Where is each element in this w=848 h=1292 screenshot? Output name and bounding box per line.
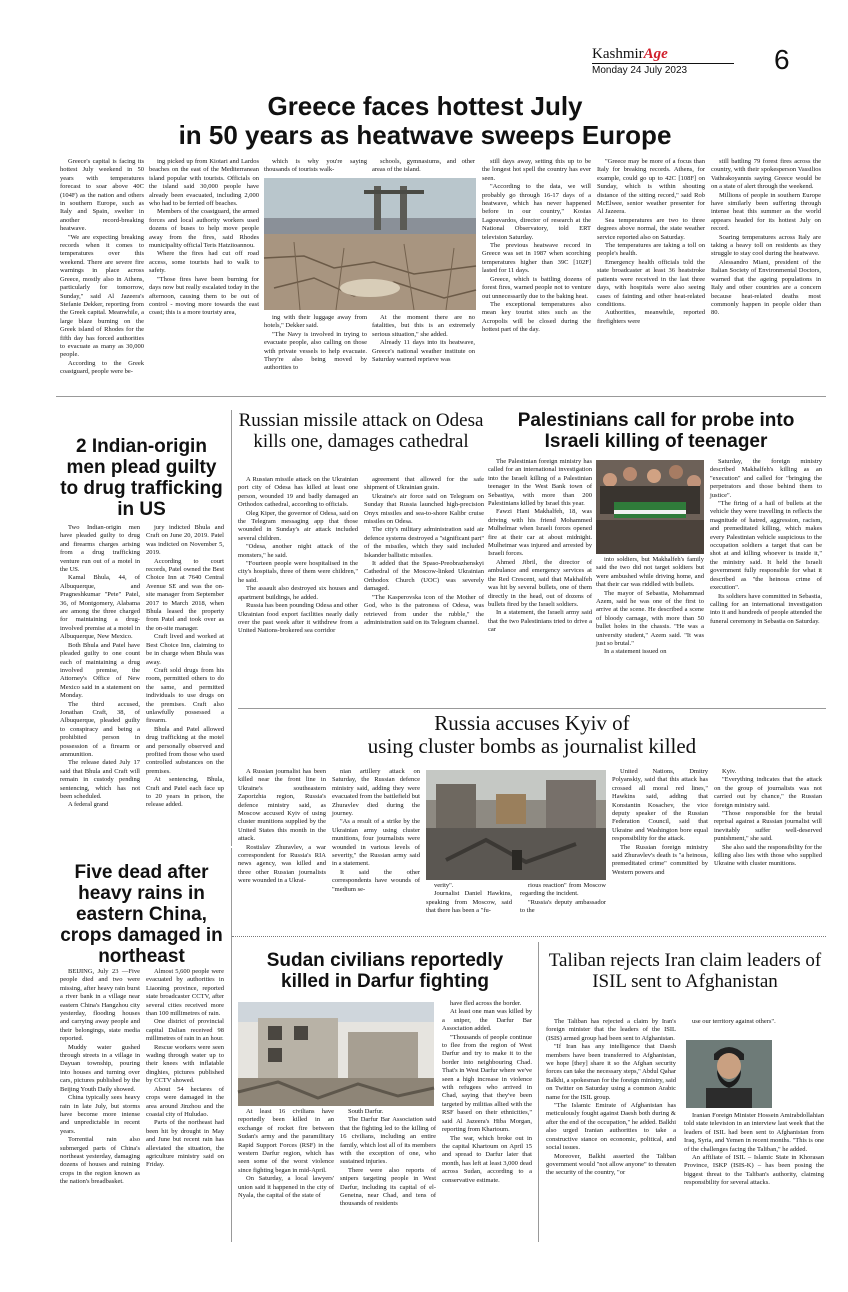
cluster-headline-line2: using cluster bombs as journalist killed — [367, 734, 697, 758]
greece-section-divider — [56, 396, 826, 397]
sudan-headline — [238, 950, 532, 992]
paragraph: "If Iran has any intelligence that Daesh members have been transferred to Afghanistan, we hope [they] share it so the Afghan security forces can take the necessary steps," Abdul Qahar Balkhi, a spokesman for the foreign ministry, said on Twitter on Saturday using a common Arabic name for the ISIL group. — [546, 1043, 676, 1101]
sudan-taliban-divider — [538, 942, 539, 1242]
greece-col-4-top — [372, 158, 475, 176]
paragraph: China typically sees heavy rain in late July, but storms have become more intense and unpredictable in recent years. — [60, 1094, 140, 1135]
paragraph: It added that the Spaso-Preobrazhenskyi Cathedral of the Moscow-linked Ukrainian Orthodox Church (UOC) was severely damaged. — [364, 560, 484, 593]
brand-age: Age — [643, 46, 668, 62]
page-number: 6 — [774, 44, 790, 75]
paragraph: "Thousands of people continue to flee from the region of West Darfur and try to make it to the border into neighbouring Chad. That's in West Darfur where we've seen a high increase in violence with refugees who arrived in Chad, saying that they've been targeted by militias allied with the RSF based on their ethnicities," said Al Jazeera's Hiba Morgan, reporting from Khartoum. — [442, 1033, 532, 1134]
paragraph: "We are expecting breaking records when it comes to temperatures over this weekend. There are severe fire warnings in place across Greece, mostly also in Athens, particularly for tomorrow, Sunday," said Al Jazeera's Stefanie Dekker, reporting from the Greek capital. Meanwhile, a large blaze burning on the Greek island of Rhodes for the fifth day has forced authorities to evacuate as many as 30,000 people. — [60, 233, 144, 359]
paragraph: At least 16 civilians have reportedly been killed in an exchange of rocket fire between Sudan's army and the paramilitary Rapid Support Forces (RSF) in the western Darfur region, which has seen some of the worst violence since fighting began in mid-April. — [238, 1108, 334, 1174]
paragraph: The Russian foreign ministry said Zhuravlev's death is "a heinous, premeditated crime" committed by Western powers and — [612, 843, 708, 876]
taliban-headline: Taliban rejects Iran claim leaders of ISIL sent to Afghanistan — [548, 950, 822, 992]
paragraph: Two Indian-origin men have pleaded guilty to drug and firearms charges arising from a drug trafficking venture run out of a motel in the US. — [60, 524, 140, 574]
sudan-headline-line1: Sudan civilians reportedly — [266, 950, 504, 971]
paragraph: Ahmed Jibril, the director of ambulance and emergency services at the Red Crescent, said that Makhalfeh was hit by several bullets, one of them directly in the head, out of dozens of bullets fired by the Israeli soldiers. — [488, 558, 592, 608]
paragraph: Iranian Foreign Minister Hossein Amirabdollahian told state television in an interview last week that the leaders of ISIL had been sent to Afghanistan from Iraq, Syria, and Yemen in recent months. "This is one of the challenges facing the Taliban," he added. — [684, 1112, 824, 1153]
paragraph: Members of the coastguard, the armed forces and local authority workers used dozens of buses to help move people away from the fires, said Rhodes municipality official Teris Hatziioannou. — [149, 208, 259, 250]
paragraph: Rescue workers were seen wading through water up to their knees with inflatable dinghies, pictures published by CCTV showed. — [146, 1043, 224, 1085]
paragraph: The third accused, Jonathan Craft, 38, of Albuquerque, pleaded guilty to conspiracy and being a prohibited person in possession of a firearm or ammunition. — [60, 700, 140, 758]
paragraph: "As a result of a strike by the Ukrainian army using cluster munitions, four journalists were wounded in various levels of severity," the Russian army said in a statement. — [332, 818, 420, 868]
cluster-col-1 — [238, 768, 326, 930]
paragraph: In a statement, the Israeli army said that the two Palestinians tried to drive a car — [488, 609, 592, 634]
palestine-col-1 — [488, 458, 592, 702]
paragraph: Authorities, meanwhile, reported firefighters were — [597, 309, 705, 325]
odesa-col-2 — [364, 476, 484, 702]
paragraph: The Palestinian foreign ministry has called for an international investigation into the Israeli killing of a Palestinian teenager in the West Bank town of Sebastiya, with more than 200 Palestinians killed by Israel this year. — [488, 458, 592, 508]
paragraph: According to the Greek coastguard, people were be- — [60, 359, 144, 376]
paragraph: Journalist Daniel Hawkins, speaking from Moscow, said that there has been a "fu- — [426, 890, 512, 915]
sudan-col-1 — [238, 1108, 334, 1242]
paragraph: Already 11 days into its heatwave, Greece's national weather institute on Saturday warned reprieve was — [372, 339, 475, 364]
greece-col-5 — [482, 158, 591, 390]
paragraph: BEIJING, July 23 —Five people died and two were missing, after heavy rain burst a river bank in a village near eastern China's Hangzhou city yesterday, flooding houses and carrying away people and their belongings, state media reported. — [60, 968, 140, 1043]
cluster-col-2-top — [332, 768, 420, 893]
paragraph: Parts of the northeast had been hit by drought in May and June but recent rain has alleviated the situation, the agriculture ministry said on Friday. — [146, 1119, 224, 1169]
paragraph: "Those responsible for the brutal reprisal against a Russian journalist will inevitably suffer well-deserved punishment," she said. — [714, 810, 822, 843]
china-col-2 — [146, 968, 224, 1238]
palestine-col-3 — [710, 458, 822, 702]
greece-drought-photo — [264, 178, 476, 310]
paragraph: Muddy water gushed through streets in a village in Dayuan township, pouring into houses and turning over cars, pictures published by the Beijing Youth Daily showed. — [60, 1043, 140, 1093]
palestine-headline: Palestinians call for probe into Israeli killing of teenager — [517, 410, 795, 452]
masthead-rule — [592, 63, 734, 64]
cluster-headline-line1: Russia accuses Kyiv of — [434, 711, 630, 735]
paragraph: agreement that allowed for the safe shipment of Ukrainian grain. — [364, 476, 484, 492]
paragraph: Torrential rain also submerged parts of China's northeast yesterday, damaging dozens of houses and ruining crops in the region known as the nation's breadbasket. — [60, 1136, 140, 1186]
palestine-funeral-photo — [596, 460, 704, 554]
indian-headline: 2 Indian-origin men plead guilty to drug trafficking in US — [60, 436, 223, 520]
paragraph: A Russian missile attack on the Ukrainian port city of Odesa has killed at least one person, wounded 19 and badly damaged an Orthodox cathedral, according to officials. — [238, 476, 358, 509]
odesa-headline: Russian missile attack on Odesa kills one, damages cathedral — [238, 410, 484, 452]
cluster-headline — [238, 712, 826, 758]
brand-logo — [592, 46, 668, 62]
paragraph: United Nations, Dmitry Polyanskiy, said that this attack has crossed all moral red lines," Hawkins said, adding that Konstantin Kosachev, the vice deputy speaker of the Russian Federation Council, said that Ukraine and Washington bore equal responsibility for the attack. — [612, 768, 708, 843]
paragraph: The war, which broke out in the capital Khartoum on April 15 and spread to Darfur later that month, has left at least 3,000 dead across Sudan, according to a conservative estimate. — [442, 1134, 532, 1184]
paragraph: Kyiv. — [722, 768, 737, 775]
paragraph: The previous heatwave record in Greece was set in 1987 when scorching temperatures higher than 39C [102F] lasted for 11 days. — [482, 242, 591, 275]
cluster-sudan-divider — [232, 936, 826, 937]
greece-col-1 — [60, 158, 144, 390]
paragraph: Where the fires had cut off road access, some tourists had to walk to safety. — [149, 250, 259, 275]
paragraph: Oleg Kiper, the governor of Odesa, said on the Telegram messaging app that those wounded in Sunday's air attack included several children. — [238, 509, 358, 542]
taliban-spokesman-photo — [686, 1040, 772, 1108]
paragraph: Soaring temperatures across Italy are taking a heavy toll on residents as they struggle to stay cool during the heatwave. — [711, 233, 821, 258]
sudan-col-3 — [442, 1000, 532, 1242]
greece-col-4-bottom — [372, 314, 475, 390]
paragraph: Almost 5,600 people were evacuated by authorities in Liaoning province, reported state broadcaster CCTV, after several cities received more than 100 millimetres of rain. — [146, 968, 224, 1018]
paragraph: The mayor of Sebastia, Mohammad Azem, said he was one of the first to arrive at the scene. He described a scene of bloody carnage, with more than 50 bullet holes in the chassis. "He was a university student," Azem said. "It was just so brutal." — [596, 589, 704, 648]
funeral-crowd-image — [596, 460, 704, 554]
paragraph: South Darfur. — [348, 1108, 384, 1115]
paragraph: She also said the responsibility for the killing also lies with those who supplied Ukraine with cluster munitions. — [714, 843, 822, 868]
paragraph: Greece's capital is facing its hottest July weekend in 50 years with temperatures forecast to soar above 40C (104F) as the nation and others in southern Europe, such as Italy and Spain, swelter in another record-breaking heatwave. — [60, 158, 144, 233]
paragraph: nian artillery attack on Saturday, the Russian defence ministry said, adding they were evacuated from the battlefield but Zhuravlev died during the journey. — [332, 768, 420, 818]
greece-col-7 — [711, 158, 821, 390]
paragraph: Sea temperatures are two to three degrees above normal, the state weather service reported also on Saturday. — [597, 216, 705, 241]
china-sudan-divider — [231, 848, 232, 1242]
paragraph: "Those fires have been burning for days now but really escalated today in the afternoon, causing them to be out of control - moving more towards the east coast; this is a more touristy area, — [149, 275, 259, 317]
paragraph: ing with their luggage away from hotels," Dekker said. — [264, 314, 367, 330]
paragraph: It said the other correspondents have wounds of "medium se- — [332, 868, 420, 893]
cluster-under-photo-a — [426, 882, 512, 930]
paragraph: The Darfur Bar Association said that the fighting led to the killing of 16 civilians, including an entire family, which lost all of its members with the exception of one, who sustained injuries. — [340, 1116, 436, 1166]
paragraph: Craft lived and worked at Best Choice Inn, claiming to be in charge when Bhula was away. — [146, 633, 224, 666]
paragraph: "Fourteen people were hospitalised in the city's hospitals, three of them were children," he said. — [238, 560, 358, 584]
paragraph: Emergency health officials told the state broadcaster at least 36 heatstroke patients were received in the last three days, with hospitals were also seeing cases of fainting and other heat-related conditions. — [597, 258, 705, 308]
spokesman-portrait-image — [686, 1040, 772, 1108]
cluster-damage-photo — [426, 770, 606, 880]
paragraph: "Odesa, another night attack of the monsters," he said. — [238, 543, 358, 559]
indian-col-1 — [60, 524, 140, 842]
paragraph: "Russia's deputy ambassador to the — [520, 898, 606, 915]
cluster-col-4 — [612, 768, 708, 930]
china-col-1 — [60, 968, 140, 1238]
odesa-col-1 — [238, 476, 358, 702]
paragraph: A federal grand — [68, 801, 109, 809]
paragraph: which is why you're saying thousands of tourists walk- — [264, 158, 367, 174]
paragraph: Millions of people in southern Europe have similarly been suffering through intense heat this summer as the world appears headed for its hottest July on record. — [711, 191, 821, 233]
paragraph: use our territory against others". — [692, 1018, 776, 1025]
paragraph: jury indicted Bhula and Craft on June 20, 2019. Patel was indicted on November 5, 2019. — [146, 524, 224, 557]
greece-col-3-bottom — [264, 314, 367, 390]
paragraph: At the moment there are no fatalities, but this is an extremely serious situation," she added. — [372, 314, 475, 338]
paragraph: One district of provincial capital Dalian received 98 millimetres of rain in an hour. — [146, 1018, 224, 1043]
paragraph: have fled across the border. — [450, 1000, 522, 1007]
paragraph: Moreover, Balkhi asserted the Taliban government would "not allow anyone" to threaten the security of the country, "or — [546, 1152, 676, 1177]
paragraph: "The Kasperovska icon of the Mother of God, who is the patroness of Odesa, was retrieved from under the rubble," the administration said on its Telegram channel. — [364, 593, 484, 626]
greece-col-3-top — [264, 158, 367, 176]
paragraph: schools, gymnasiums, and other areas of the island. — [372, 158, 475, 174]
paragraph: The city's military administration said air defence systems destroyed a "significant part" of the missiles, which they said included Iskander ballistic missiles. — [364, 526, 484, 559]
greece-col-2 — [149, 158, 259, 390]
paragraph: Russia has been pounding Odesa and other Ukrainian food export facilities nearly daily over the past week after it withdrew from a United Nations-brokered sea corridor — [238, 602, 358, 635]
greece-headline-line2: in 50 years as heatwave sweeps Europe — [178, 120, 672, 150]
paragraph: Saturday, the foreign ministry described Makhalfeh's killing as an "execution" and called for "bringing the perpetrators and those behind them to justice". — [710, 458, 822, 499]
paragraph: "The firing of a hail of bullets at the vehicle they were travelling in reflects the magnitude of hatred, aggression, racism, and premeditated killing, which makes every Palestinian vehicle suspicious to the occupation soldiers a target that can be shot at and killing whoever is inside it," the ministry said. It held the Israeli government fully responsible for what it described as "the heinous crime of execution". — [710, 500, 822, 592]
sudan-ruins-photo — [238, 1002, 434, 1106]
paragraph: Rostislav Zhuravlev, a war correspondent for Russia's RIA news agency, was killed and three other Russian journalists were wounded in a Ukrai- — [238, 843, 326, 885]
paragraph: The assault also destroyed six houses and apartment buildings, he added. — [238, 585, 358, 601]
paragraph: Alessandro Miani, president of the Italian Society of Environmental Doctors, warned that the ageing populations in Italy and other countries are a concern because heat-related deaths most commonly happen in people older than 80. — [711, 258, 821, 317]
paragraph: into soldiers, but Makhalfeh's family said the two did not target soldiers but were ambushed while driving home, and that their car was riddled with bullets. — [596, 556, 704, 589]
paragraph: "The Navy is involved in trying to evacuate people, also calling on those with private vessels to help evacuate. They're also being moved by authorities to — [264, 330, 367, 372]
taliban-col-2-bottom — [684, 1112, 824, 1242]
paragraph: ing picked up from Kiotari and Lardos beaches on the east of the Mediterranean island popular with tourists. Officials on the island said 30,000 people have already been evacuated, including 2,000 who had to be ferried off beaches. — [149, 158, 259, 208]
greece-col-6 — [597, 158, 705, 390]
paragraph: Greece, which is battling dozens of forest fires, warned people not to venture out unnecessarily due to the baking heat. — [482, 275, 591, 300]
paragraph: Craft sold drugs from his room, permitted others to do the same, and permitted individuals to use drugs on the premises. Craft also unlawfully possessed a firearm. — [146, 666, 224, 725]
paragraph: An affiliate of ISIL – Islamic State in Khorasan Province, ISKP (ISIS-K) – has been posing the biggest threat to the Taliban's authority, claiming responsibility for several attacks. — [684, 1154, 824, 1187]
paragraph: The exceptional temperatures also mean key tourist sites such as the Acropolis will be closed during the hottest part of the day. — [482, 300, 591, 334]
paragraph: On Saturday, a local lawyers' union said it happened in the city of Nyala, the capital of the state of — [238, 1175, 334, 1200]
china-headline: Five dead after heavy rains in eastern China, crops damaged in northeast — [60, 862, 223, 967]
paragraph: The temperatures are taking a toll on people's health. — [597, 242, 705, 258]
paragraph: "Greece may be more of a focus than Italy for breaking records. Athens, for example, could go up to 42C [108F] on Sunday, which is within shouting distance of the sitting record," said Rob McElwee, senior weather presenter for Al Jazeera. — [597, 158, 705, 216]
sudan-headline-line2: killed in Darfur fighting — [281, 971, 489, 992]
destroyed-street-image — [426, 770, 606, 880]
paragraph: According to court records, Patel owned the Best Choice Inn at 7640 Central Avenue SE and was the on-site manager from September 2017 to March 2018, when Bhula leased the property from Patel and took over as the on-site manager. — [146, 557, 224, 632]
paragraph: "Everything indicates that the attack on the group of journalists was not carried out by chance," the Russian foreign ministry said. — [714, 776, 822, 809]
paragraph: rious reaction" from Moscow regarding the incident. — [520, 882, 606, 898]
paragraph: still days away, setting this up to be the longest hot spell the country has ever seen. — [482, 158, 591, 182]
paragraph: There were also reports of snipers targeting people in West Darfur, including its capital of el-Geneina, near Chad, and tens of thousands of residents — [340, 1166, 436, 1208]
paragraph: Ukraine's air force said on Telegram on Sunday that Russia launched high-precision Onyx missiles and sea-to-shore Kalibr cruise missiles on Odesa. — [364, 492, 484, 526]
paragraph: At least one man was killed by a sniper, the Darfur Bar Association added. — [442, 1008, 532, 1033]
palestine-col-2-bottom — [596, 556, 704, 702]
sudan-col-2 — [340, 1108, 436, 1242]
paragraph: verity". — [434, 882, 454, 889]
paragraph: "The Islamic Emirate of Afghanistan has meticulously fought against Daesh both during & after the end of the occupation," he added. Balkhi also urged Iranian authorities to take a constructive stance on economic, political, and social issues. — [546, 1102, 676, 1152]
paragraph: In a statement issued on — [604, 648, 667, 656]
greece-headline — [100, 92, 750, 150]
masthead — [592, 46, 832, 82]
cracked-riverbed-image — [264, 178, 476, 310]
taliban-col-2-top — [684, 1018, 824, 1036]
paragraph: Bhula and Patel allowed drug trafficking at the motel and personally observed and profited from those who used controlled substances on the premises. — [146, 725, 224, 775]
paragraph: At sentencing, Bhula, Craft and Patel each face up to 20 years in prison, the release added. — [146, 776, 224, 809]
paragraph: The Taliban has rejected a claim by Iran's foreign minister that the leaders of the ISIL (ISIS) armed group had been sent to Afghanistan. — [546, 1018, 676, 1042]
paragraph: The release dated July 17 said that Bhula and Craft will remain in custody pending sentencing, which has not been scheduled. — [60, 759, 140, 800]
brand-kashmir: Kashmir — [592, 46, 644, 62]
cluster-col-5 — [714, 768, 822, 930]
indian-col-2 — [146, 524, 224, 842]
indian-odesa-divider — [231, 410, 232, 846]
greece-headline-line1: Greece faces hottest July — [267, 91, 583, 121]
bombed-building-image — [238, 1002, 434, 1106]
paragraph: About 54 hectares of crops were damaged in the area around Jinzhou and the coastal city of Huludao. — [146, 1085, 224, 1118]
cluster-under-photo-b — [520, 882, 606, 930]
paragraph: Both Bhula and Patel have pleaded guilty to one count each of maintaining a drug involved premise, the Attorney's Office of New Mexico said in a statement on Monday. — [60, 641, 140, 700]
taliban-col-1 — [546, 1018, 676, 1242]
issue-date: Monday 24 July 2023 — [592, 65, 688, 76]
paragraph: Its soldiers have committed in Sebastia, calling for an international investigation into it and hundreds of people attended the funeral ceremony in Sebastia on Saturday. — [710, 592, 822, 625]
paragraph: Kamal Bhula, 44, of Albuquerque, and Pragneshkumar "Pete" Patel, 36, of Montgomery, Alabama are among the three charged for maintaining a drug-involved premise at a motel in Albuquerque, New Mexico. — [60, 574, 140, 641]
palestine-cluster-divider — [238, 708, 826, 709]
paragraph: Fawzi Hani Makhalfeh, 18, was driving with his friend Mohammed Mulhelmar when Israeli forces opened fire at their car at about midnight. Mulheimar was injured and arrested by Israeli forces. — [488, 508, 592, 558]
paragraph: "According to the data, we will probably go through 16-17 days of a heatwave, which has never happened before in our country," Kostas Lagouvardos, director of research at the National Observatory, told ERT television Saturday. — [482, 183, 591, 241]
paragraph: A Russian journalist has been killed near the front line in Ukraine's southeastern Zaporizhia region, Russia's defence ministry said, as Moscow accused Kyiv of using cluster munitions supplied by the United States this month in the attack. — [238, 768, 326, 843]
paragraph: still battling 79 forest fires across the country, with their spokesperson Vassilios Vathrakoyannis saying Greece would be on a state of alert through the weekend. — [711, 158, 821, 191]
